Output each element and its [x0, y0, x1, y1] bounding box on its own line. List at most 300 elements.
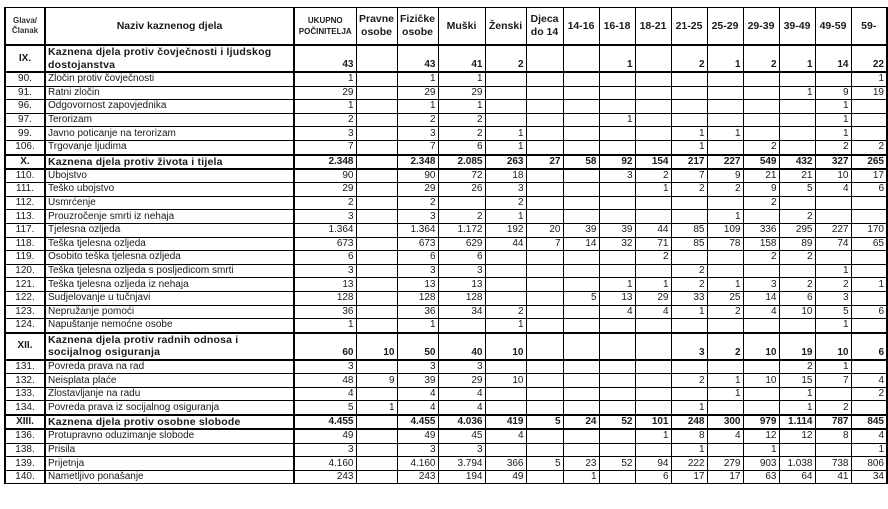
age-group-count: 3	[743, 278, 779, 292]
age-group-count	[779, 443, 815, 457]
header-age: 14-16	[563, 8, 599, 46]
article-code: 90.	[5, 72, 45, 86]
age-group-count	[707, 319, 743, 333]
age-group-count: 3	[671, 333, 707, 360]
table-row	[5, 401, 887, 415]
age-group-count: 2	[671, 278, 707, 292]
article-code: 96.	[5, 100, 45, 114]
female-count: 10	[485, 374, 526, 388]
age-group-count	[707, 113, 743, 127]
male-count: 45	[438, 429, 485, 443]
age-group-count: 22	[851, 45, 887, 72]
crime-statistics-table	[4, 7, 888, 484]
legal-persons	[356, 305, 397, 319]
children-under-14	[526, 86, 563, 100]
age-group-count	[707, 401, 743, 415]
legal-persons	[356, 251, 397, 265]
natural-persons: 3	[397, 127, 438, 141]
age-group-count: 2	[707, 305, 743, 319]
age-group-count	[635, 72, 671, 86]
article-code: 136.	[5, 429, 45, 443]
female-count	[485, 291, 526, 305]
age-group-count: 327	[815, 155, 851, 169]
age-group-count: 4	[815, 183, 851, 197]
age-group-count: 4	[707, 429, 743, 443]
age-group-count: 4	[743, 305, 779, 319]
age-group-count: 2	[743, 196, 779, 210]
age-group-count: 14	[815, 45, 851, 72]
age-group-count: 52	[599, 415, 635, 429]
age-group-count: 3	[815, 291, 851, 305]
age-group-count	[707, 443, 743, 457]
age-group-count	[671, 360, 707, 374]
age-group-count: 265	[851, 155, 887, 169]
total-perpetrators: 4	[294, 387, 356, 401]
age-group-count: 17	[707, 470, 743, 484]
offense-name: Tjelesna ozljeda	[45, 223, 294, 237]
age-group-count	[671, 251, 707, 265]
age-group-count: 4	[599, 305, 635, 319]
age-group-count	[743, 210, 779, 224]
age-group-count	[635, 100, 671, 114]
age-group-count: 41	[815, 470, 851, 484]
female-count: 10	[485, 333, 526, 360]
age-group-count: 1	[707, 210, 743, 224]
age-group-count	[779, 196, 815, 210]
female-count: 1	[485, 140, 526, 154]
age-group-count: 2	[779, 210, 815, 224]
age-group-count	[851, 291, 887, 305]
age-group-count	[563, 360, 599, 374]
age-group-count	[851, 100, 887, 114]
legal-persons	[356, 127, 397, 141]
age-group-count	[671, 72, 707, 86]
article-code: XII.	[5, 333, 45, 360]
offense-name: Nepružanje pomoći	[45, 305, 294, 319]
age-group-count	[815, 196, 851, 210]
age-group-count	[851, 196, 887, 210]
table-row	[5, 457, 887, 471]
age-group-count: 4	[851, 374, 887, 388]
age-group-count	[743, 360, 779, 374]
age-group-count: 2	[851, 140, 887, 154]
age-group-count	[599, 360, 635, 374]
male-count: 629	[438, 237, 485, 251]
age-group-count	[851, 127, 887, 141]
age-group-count	[707, 140, 743, 154]
age-group-count: 7	[671, 169, 707, 183]
legal-persons: 1	[356, 401, 397, 415]
age-group-count	[599, 374, 635, 388]
natural-persons: 2	[397, 113, 438, 127]
female-count: 3	[485, 183, 526, 197]
age-group-count: 903	[743, 457, 779, 471]
table-row	[5, 470, 887, 484]
age-group-count	[563, 127, 599, 141]
age-group-count	[563, 305, 599, 319]
age-group-count: 10	[743, 333, 779, 360]
age-group-count: 738	[815, 457, 851, 471]
female-count	[485, 360, 526, 374]
age-group-count: 336	[743, 223, 779, 237]
natural-persons: 4	[397, 401, 438, 415]
age-group-count	[707, 360, 743, 374]
children-under-14	[526, 291, 563, 305]
natural-persons: 39	[397, 374, 438, 388]
age-group-count: 845	[851, 415, 887, 429]
male-count: 4	[438, 387, 485, 401]
natural-persons: 3	[397, 210, 438, 224]
age-group-count	[599, 127, 635, 141]
age-group-count: 2	[635, 251, 671, 265]
article-code: 139.	[5, 457, 45, 471]
age-group-count: 1	[779, 401, 815, 415]
age-group-count	[563, 333, 599, 360]
article-code: 124.	[5, 319, 45, 333]
total-perpetrators: 128	[294, 291, 356, 305]
female-count	[485, 72, 526, 86]
natural-persons: 128	[397, 291, 438, 305]
children-under-14	[526, 374, 563, 388]
table-row	[5, 72, 887, 86]
age-group-count: 52	[599, 457, 635, 471]
age-group-count	[815, 72, 851, 86]
male-count: 6	[438, 140, 485, 154]
age-group-count	[563, 72, 599, 86]
header-pravne: Pravne osobe	[356, 8, 397, 46]
age-group-count: 92	[599, 155, 635, 169]
age-group-count: 21	[743, 169, 779, 183]
age-group-count: 64	[779, 470, 815, 484]
children-under-14	[526, 443, 563, 457]
age-group-count: 94	[635, 457, 671, 471]
total-perpetrators: 7	[294, 140, 356, 154]
table-row	[5, 140, 887, 154]
age-group-count	[635, 401, 671, 415]
age-group-count: 6	[779, 291, 815, 305]
age-group-count	[563, 140, 599, 154]
natural-persons: 1	[397, 319, 438, 333]
age-group-count: 25	[707, 291, 743, 305]
male-count: 4.036	[438, 415, 485, 429]
header-fizicke: Fizičke osobe	[397, 8, 438, 46]
age-group-count: 1	[815, 360, 851, 374]
age-group-count: 74	[815, 237, 851, 251]
age-group-count: 1	[707, 387, 743, 401]
total-perpetrators: 90	[294, 169, 356, 183]
article-code: 138.	[5, 443, 45, 457]
age-group-count	[563, 113, 599, 127]
offense-name: Ubojstvo	[45, 169, 294, 183]
age-group-count	[779, 264, 815, 278]
age-group-count	[563, 429, 599, 443]
age-group-count: 1	[851, 72, 887, 86]
offense-name: Teška tjelesna ozljeda	[45, 237, 294, 251]
total-perpetrators: 60	[294, 333, 356, 360]
age-group-count	[563, 278, 599, 292]
age-group-count: 5	[779, 183, 815, 197]
age-group-count: 6	[635, 470, 671, 484]
header-age: 16-18	[599, 8, 635, 46]
male-count: 6	[438, 251, 485, 265]
table-row	[5, 237, 887, 251]
total-perpetrators: 29	[294, 86, 356, 100]
total-perpetrators: 1	[294, 72, 356, 86]
age-group-count: 15	[779, 374, 815, 388]
header-age: 49-59	[815, 8, 851, 46]
children-under-14	[526, 45, 563, 72]
natural-persons: 29	[397, 86, 438, 100]
children-under-14	[526, 264, 563, 278]
age-group-count: 12	[743, 429, 779, 443]
age-group-count	[743, 113, 779, 127]
total-perpetrators: 2	[294, 113, 356, 127]
article-code: 99.	[5, 127, 45, 141]
age-group-count	[635, 210, 671, 224]
legal-persons	[356, 319, 397, 333]
age-group-count: 2	[779, 278, 815, 292]
female-count	[485, 401, 526, 415]
age-group-count: 34	[851, 470, 887, 484]
children-under-14	[526, 401, 563, 415]
age-group-count: 21	[779, 169, 815, 183]
natural-persons: 7	[397, 140, 438, 154]
header-zenski: Ženski	[485, 8, 526, 46]
age-group-count	[599, 319, 635, 333]
total-perpetrators: 1.364	[294, 223, 356, 237]
female-count: 192	[485, 223, 526, 237]
total-perpetrators: 49	[294, 429, 356, 443]
age-group-count	[851, 210, 887, 224]
age-group-count	[779, 113, 815, 127]
age-group-count	[599, 210, 635, 224]
age-group-count	[599, 100, 635, 114]
header-djeca: Djeca do 14	[526, 8, 563, 46]
children-under-14	[526, 210, 563, 224]
age-group-count	[599, 251, 635, 265]
age-group-count: 2	[815, 140, 851, 154]
header-age: 59-	[851, 8, 887, 46]
article-code: X.	[5, 155, 45, 169]
total-perpetrators: 243	[294, 470, 356, 484]
age-group-count	[635, 127, 671, 141]
table-row	[5, 360, 887, 374]
female-count: 2	[485, 45, 526, 72]
offense-name: Prouzročenje smrti iz nehaja	[45, 210, 294, 224]
offense-name: Teška tjelesna ozljeda s posljedicom smrti	[45, 264, 294, 278]
male-count: 2	[438, 113, 485, 127]
age-group-count	[851, 360, 887, 374]
age-group-count	[779, 100, 815, 114]
female-count: 49	[485, 470, 526, 484]
article-code: 97.	[5, 113, 45, 127]
natural-persons: 243	[397, 470, 438, 484]
age-group-count	[851, 251, 887, 265]
table-row	[5, 264, 887, 278]
article-code: 91.	[5, 86, 45, 100]
legal-persons	[356, 264, 397, 278]
table-row	[5, 169, 887, 183]
age-group-count: 2	[707, 333, 743, 360]
age-group-count: 14	[563, 237, 599, 251]
age-group-count	[635, 196, 671, 210]
age-group-count	[563, 401, 599, 415]
children-under-14: 20	[526, 223, 563, 237]
age-group-count	[779, 72, 815, 86]
age-group-count	[707, 251, 743, 265]
total-perpetrators: 36	[294, 305, 356, 319]
natural-persons: 3	[397, 264, 438, 278]
legal-persons	[356, 415, 397, 429]
age-group-count: 19	[851, 86, 887, 100]
article-code: IX.	[5, 45, 45, 72]
age-group-count: 1	[707, 45, 743, 72]
legal-persons	[356, 223, 397, 237]
age-group-count: 9	[815, 86, 851, 100]
age-group-count	[671, 210, 707, 224]
children-under-14	[526, 387, 563, 401]
male-count: 34	[438, 305, 485, 319]
table-row	[5, 374, 887, 388]
legal-persons	[356, 360, 397, 374]
age-group-count: 24	[563, 415, 599, 429]
female-count	[485, 113, 526, 127]
male-count: 2	[438, 127, 485, 141]
age-group-count: 2	[671, 45, 707, 72]
age-group-count: 549	[743, 155, 779, 169]
age-group-count	[635, 387, 671, 401]
age-group-count: 806	[851, 457, 887, 471]
age-group-count	[599, 264, 635, 278]
age-group-count: 1	[635, 429, 671, 443]
age-group-count	[563, 374, 599, 388]
age-group-count: 85	[671, 223, 707, 237]
table-row	[5, 196, 887, 210]
age-group-count	[563, 183, 599, 197]
male-count: 41	[438, 45, 485, 72]
age-group-count	[599, 387, 635, 401]
age-group-count: 101	[635, 415, 671, 429]
table-row	[5, 127, 887, 141]
legal-persons	[356, 196, 397, 210]
children-under-14	[526, 196, 563, 210]
age-group-count: 10	[779, 305, 815, 319]
female-count: 1	[485, 210, 526, 224]
age-group-count	[851, 113, 887, 127]
age-group-count	[599, 196, 635, 210]
age-group-count: 2	[635, 169, 671, 183]
natural-persons: 36	[397, 305, 438, 319]
age-group-count: 1	[779, 45, 815, 72]
legal-persons	[356, 86, 397, 100]
age-group-count: 1	[599, 278, 635, 292]
age-group-count	[815, 387, 851, 401]
age-group-count: 432	[779, 155, 815, 169]
age-group-count	[599, 140, 635, 154]
age-group-count: 39	[599, 223, 635, 237]
children-under-14	[526, 319, 563, 333]
children-under-14	[526, 127, 563, 141]
header-age: 18-21	[635, 8, 671, 46]
children-under-14	[526, 278, 563, 292]
male-count: 3.794	[438, 457, 485, 471]
header-ukupno: UKUPNO POČINITELJA	[294, 8, 356, 46]
age-group-count: 227	[815, 223, 851, 237]
female-count	[485, 100, 526, 114]
age-group-count: 1	[671, 305, 707, 319]
female-count	[485, 387, 526, 401]
total-perpetrators: 3	[294, 443, 356, 457]
age-group-count: 29	[635, 291, 671, 305]
female-count: 4	[485, 429, 526, 443]
offense-name: Teško ubojstvo	[45, 183, 294, 197]
female-count: 1	[485, 127, 526, 141]
article-code: 118.	[5, 237, 45, 251]
age-group-count: 1.114	[779, 415, 815, 429]
age-group-count	[599, 183, 635, 197]
offense-name: Kaznena djela protiv osobne slobode	[45, 415, 294, 429]
age-group-count: 2	[815, 401, 851, 415]
header-age: 39-49	[779, 8, 815, 46]
age-group-count: 10	[815, 333, 851, 360]
children-under-14: 27	[526, 155, 563, 169]
table-row	[5, 387, 887, 401]
female-count	[485, 278, 526, 292]
age-group-count: 5	[815, 305, 851, 319]
male-count: 1.172	[438, 223, 485, 237]
legal-persons	[356, 278, 397, 292]
age-group-count: 13	[599, 291, 635, 305]
table-row	[5, 86, 887, 100]
age-group-count: 2	[743, 251, 779, 265]
table-row	[5, 278, 887, 292]
children-under-14	[526, 429, 563, 443]
age-group-count	[851, 401, 887, 415]
natural-persons: 2.348	[397, 155, 438, 169]
age-group-count	[563, 210, 599, 224]
age-group-count	[635, 360, 671, 374]
age-group-count: 1	[851, 278, 887, 292]
age-group-count: 6	[851, 333, 887, 360]
age-group-count: 222	[671, 457, 707, 471]
age-group-count: 1	[815, 264, 851, 278]
age-group-count: 19	[779, 333, 815, 360]
age-group-count	[815, 210, 851, 224]
female-count	[485, 86, 526, 100]
total-perpetrators: 1	[294, 100, 356, 114]
offense-name: Povreda prava iz socijalnog osiguranja	[45, 401, 294, 415]
male-count: 1	[438, 100, 485, 114]
age-group-count: 58	[563, 155, 599, 169]
legal-persons	[356, 72, 397, 86]
article-code: 122.	[5, 291, 45, 305]
age-group-count: 1	[851, 443, 887, 457]
age-group-count: 63	[743, 470, 779, 484]
legal-persons	[356, 169, 397, 183]
age-group-count: 1	[815, 100, 851, 114]
offense-name: Prisila	[45, 443, 294, 457]
age-group-count: 9	[707, 169, 743, 183]
legal-persons	[356, 291, 397, 305]
section-row	[5, 415, 887, 429]
legal-persons	[356, 113, 397, 127]
age-group-count	[563, 169, 599, 183]
female-count: 2	[485, 305, 526, 319]
age-group-count	[743, 264, 779, 278]
legal-persons	[356, 140, 397, 154]
age-group-count: 71	[635, 237, 671, 251]
age-group-count	[779, 127, 815, 141]
